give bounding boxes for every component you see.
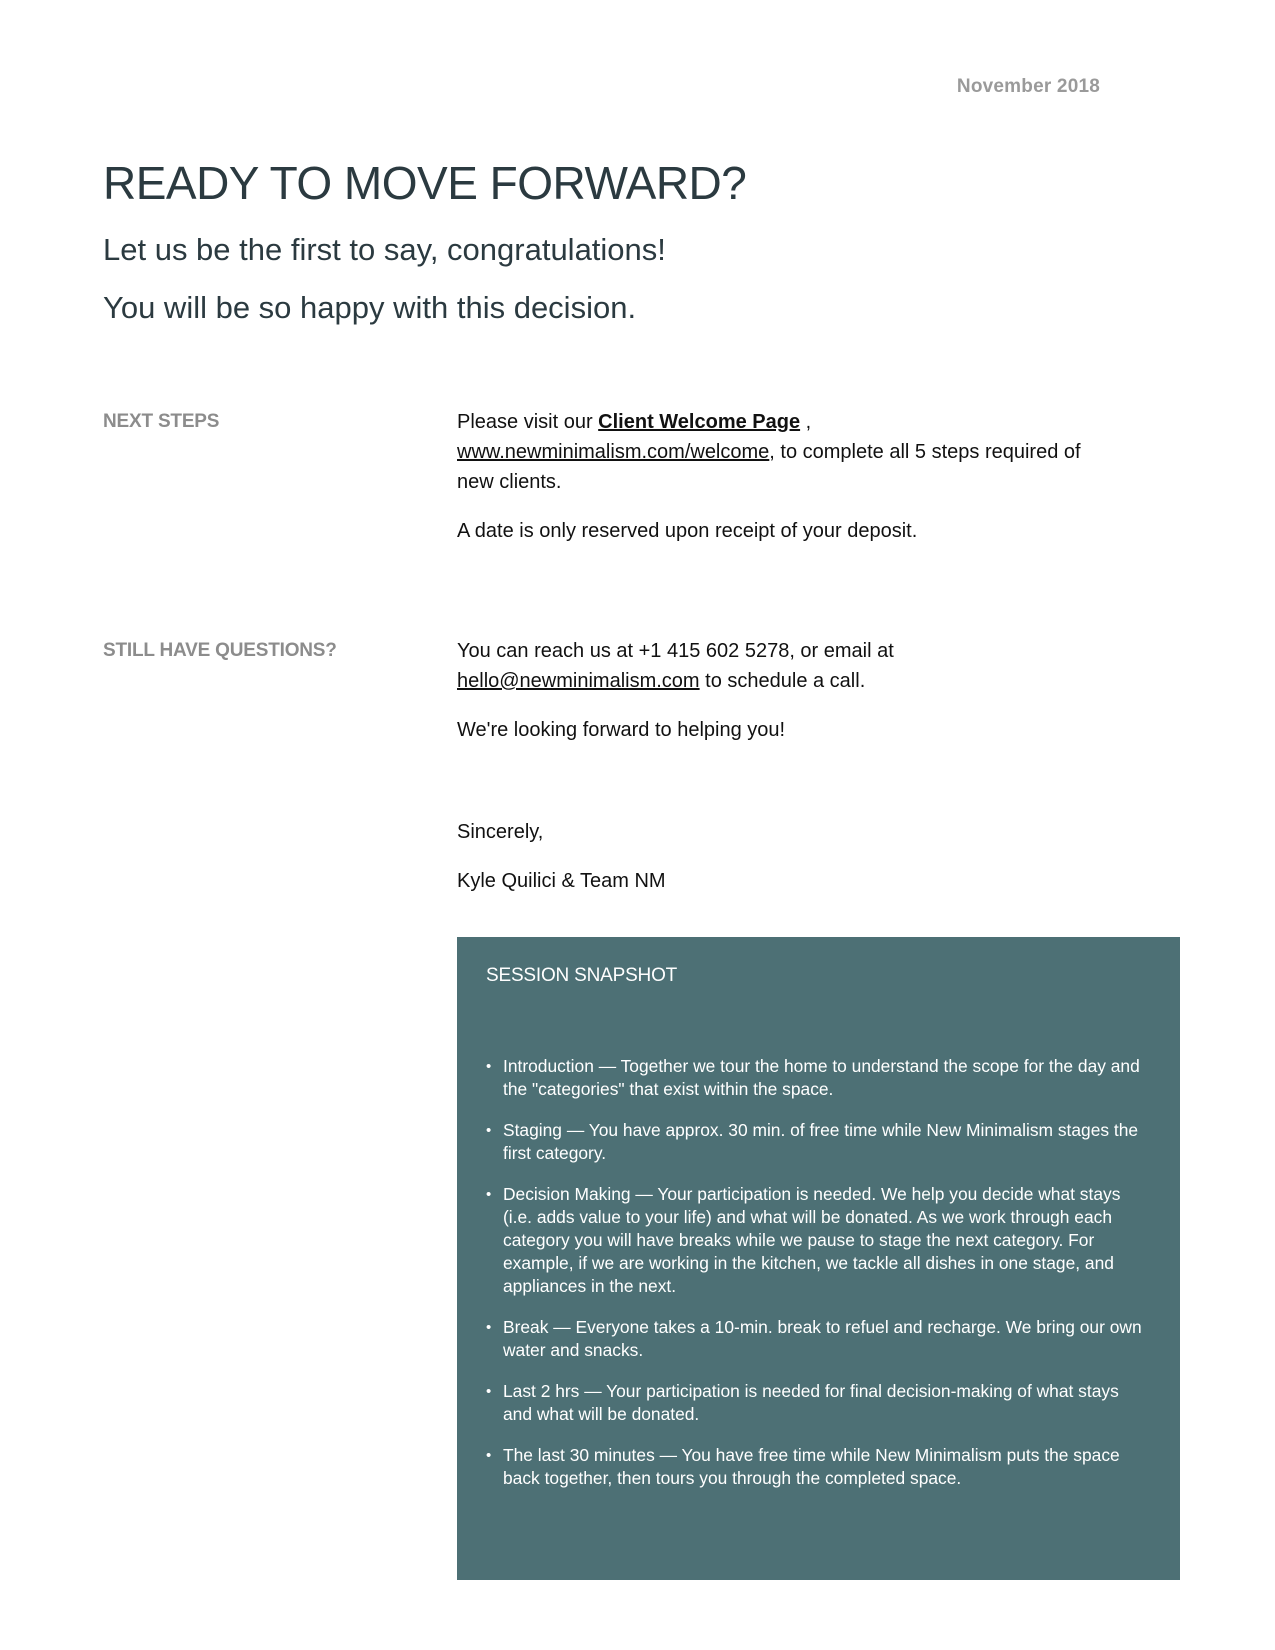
next-steps-label: NEXT STEPS: [103, 411, 220, 432]
session-snapshot-panel: [457, 937, 1180, 1580]
intro-text: Please visit our: [457, 411, 599, 433]
document-date: November 2018: [956, 76, 1100, 97]
session-snapshot-title: SESSION SNAPSHOT: [486, 965, 678, 986]
next-steps-section: [457, 407, 1097, 565]
contact-info: [457, 636, 1097, 696]
email-link[interactable]: hello@newminimalism.com: [457, 670, 700, 692]
signoff: [457, 817, 1097, 915]
subtitle-congratulations: Let us be the first to say, congratulations!: [103, 232, 666, 267]
after-email-text: to schedule a call.: [699, 670, 866, 692]
snapshot-item-break: • Break — Everyone takes a 10-min. break to refuel and recharge. We bring our own water and snacks.: [503, 1316, 1152, 1362]
page-title: READY TO MOVE FORWARD?: [103, 157, 747, 209]
link-separator: ,: [800, 411, 812, 433]
questions-section: [457, 636, 1097, 764]
client-welcome-page-link[interactable]: Client Welcome Page: [598, 411, 801, 433]
snapshot-list: [486, 1055, 1152, 1490]
questions-label: STILL HAVE QUESTIONS?: [103, 640, 337, 661]
subtitle-decision: You will be so happy with this decision.: [103, 290, 637, 325]
snapshot-item-last-30-minutes: • The last 30 minutes — You have free time while New Minimalism puts the space back together, then tours you through the completed space.: [503, 1444, 1152, 1490]
deposit-note: A date is only reserved upon receipt of your deposit.: [457, 520, 918, 542]
signoff-name: Kyle Quilici & Team NM: [457, 870, 666, 892]
welcome-instructions: [457, 407, 1097, 497]
reach-text: You can reach us at +1 415 602 5278, or email at: [457, 640, 894, 662]
welcome-url-link[interactable]: www.newminimalism.com/welcome: [457, 441, 770, 463]
sincerely: Sincerely,: [457, 821, 544, 843]
after-link-text: , to complete all 5 steps required of new clients.: [457, 441, 1081, 493]
snapshot-item-staging: • Staging — You have approx. 30 min. of free time while New Minimalism stages the first category.: [503, 1119, 1152, 1165]
snapshot-item-decision-making: • Decision Making — Your participation is needed. We help you decide what stays (i.e. adds value to your life) and what will be donated. As we work through each category you will have breaks while we pause to stage the next category. For example, if we are working in the kitchen, we tackle all dishes in one stage, and appliances in the next.: [503, 1183, 1152, 1298]
closing-line: We're looking forward to helping you!: [457, 719, 786, 741]
snapshot-item-last-2-hrs: • Last 2 hrs — Your participation is needed for final decision-making of what stays and what will be donated.: [503, 1380, 1152, 1426]
snapshot-item-introduction: • Introduction — Together we tour the home to understand the scope for the day and the "categories" that exist within the space.: [503, 1055, 1152, 1101]
